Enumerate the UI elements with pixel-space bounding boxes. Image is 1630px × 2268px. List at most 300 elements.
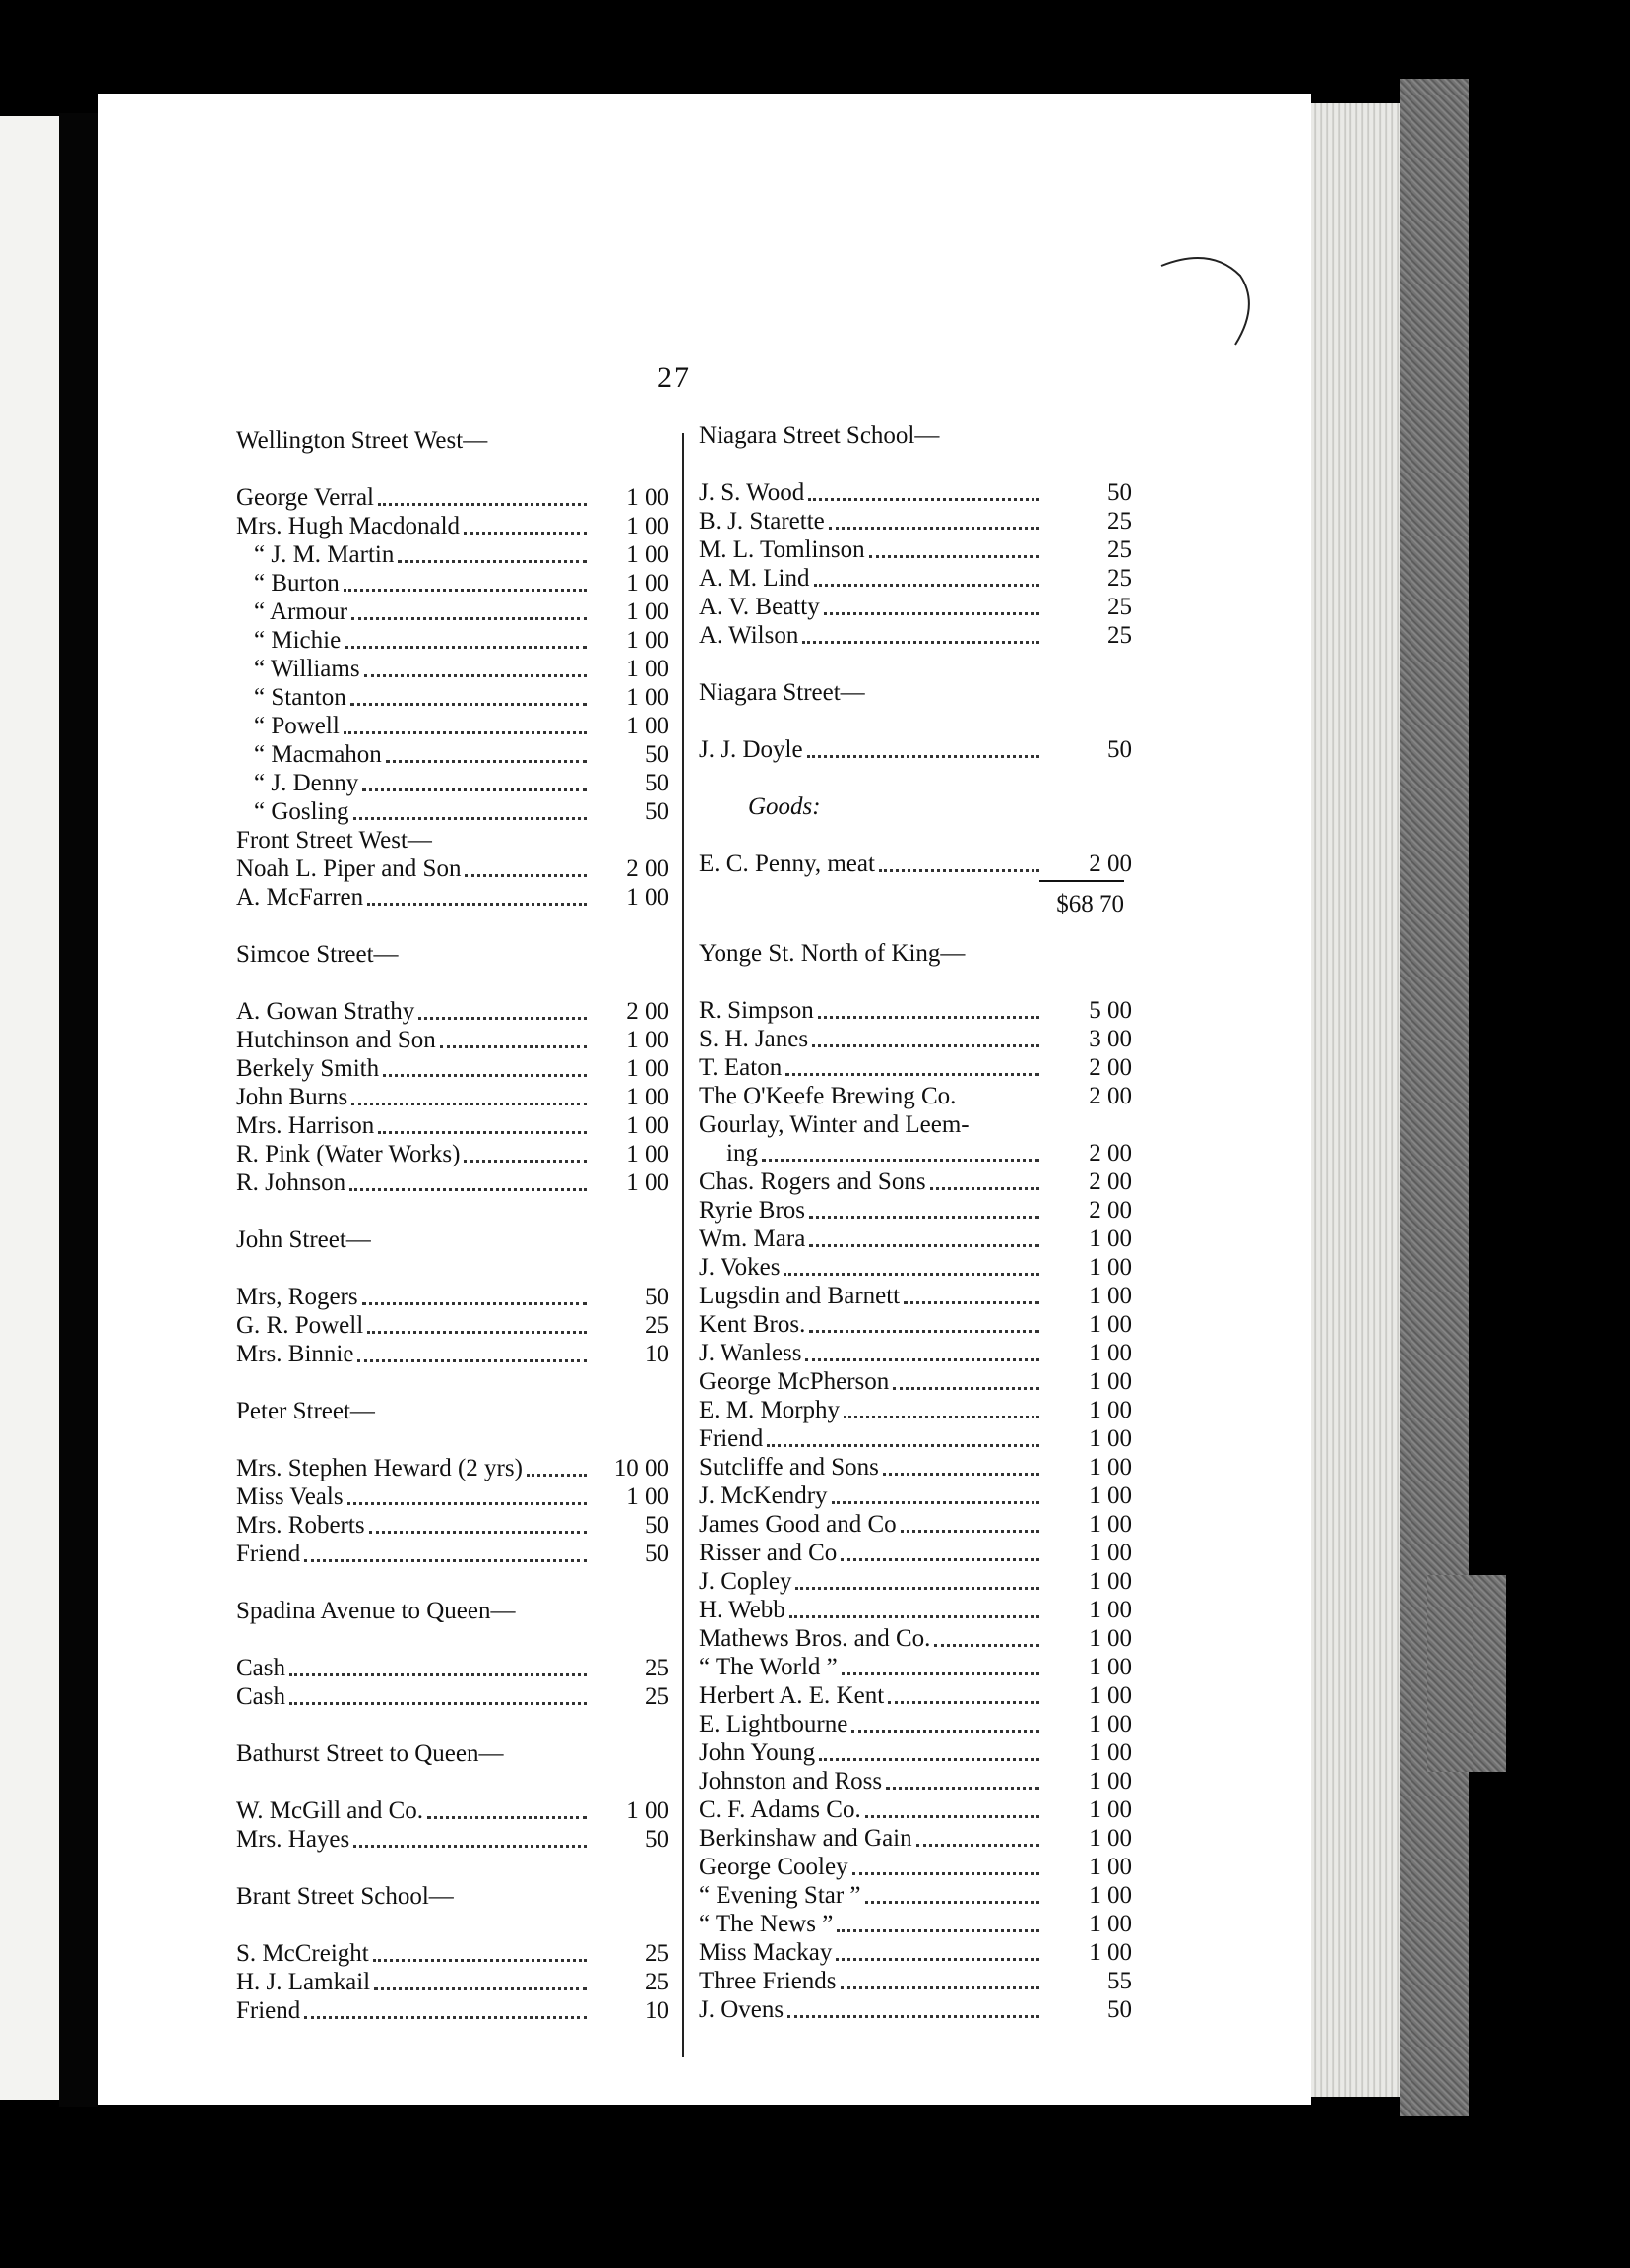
section-heading: Gourlay, Winter and Leem- (699, 1111, 970, 1138)
donor-name: A. V. Beatty (699, 594, 820, 620)
donation-amount: 10 (645, 1341, 669, 1367)
donor-name: Noah L. Piper and Son (236, 855, 462, 882)
donation-amount: 50 (645, 1826, 669, 1853)
section-heading: John Street— (236, 1227, 371, 1253)
donation-amount: 1 00 (1089, 1911, 1132, 1937)
donor-name: J. J. Doyle (699, 736, 803, 763)
donor-name: S. H. Janes (699, 1026, 809, 1052)
donor-entry (236, 598, 669, 626)
leader-dots (374, 1987, 587, 1990)
donation-amount: 1 00 (1089, 1425, 1132, 1452)
leader-dots (809, 1330, 1039, 1333)
leader-dots (347, 1502, 587, 1505)
donor-name: “ Evening Star ” (699, 1882, 861, 1909)
donor-name: Mrs. Roberts (236, 1512, 365, 1539)
donor-name: E. M. Morphy (699, 1397, 841, 1423)
donor-entry (236, 740, 669, 769)
donor-name: “ J. M. Martin (254, 541, 395, 568)
donor-entry (236, 1796, 669, 1825)
donation-amount: 1 00 (1089, 1311, 1132, 1338)
donor-entry (699, 1167, 1132, 1196)
donor-name: J. McKendry (699, 1482, 828, 1509)
previous-page-edge (0, 116, 59, 2100)
donor-name: John Young (699, 1739, 816, 1766)
spacer (236, 1368, 669, 1397)
donor-entry (236, 1054, 669, 1083)
leader-dots (916, 1844, 1039, 1847)
donor-name: T. Eaton (699, 1054, 783, 1081)
donation-amount: 2 00 (1089, 1083, 1132, 1109)
donation-amount: 1 00 (626, 541, 669, 568)
leader-dots (814, 584, 1040, 587)
page-number: 27 (658, 361, 691, 394)
donor-entry (236, 1026, 669, 1054)
total-block (699, 878, 1132, 925)
leader-dots (879, 869, 1039, 872)
donor-name: Miss Veals (236, 1483, 344, 1510)
donor-name: James Good and Co (699, 1511, 897, 1538)
leader-dots (812, 1044, 1039, 1047)
right-column-list (699, 421, 1132, 2024)
donation-amount: 1 00 (1089, 1654, 1132, 1680)
donation-amount: 10 00 (613, 1455, 669, 1481)
section-heading: Niagara Street School— (699, 422, 940, 449)
donor-entry (699, 1796, 1132, 1824)
leader-dots (367, 1331, 587, 1334)
donor-name: J. Copley (699, 1568, 792, 1595)
leader-dots (809, 1244, 1039, 1247)
leader-dots (805, 1358, 1039, 1361)
donor-entry (699, 1567, 1132, 1596)
donor-entry (699, 1510, 1132, 1539)
donor-entry (699, 1596, 1132, 1624)
donation-amount: 50 (1107, 1996, 1132, 2023)
donation-amount: 2 00 (1089, 1054, 1132, 1081)
donor-entry (236, 1111, 669, 1140)
donor-entry (699, 1767, 1132, 1796)
leader-dots (930, 1187, 1039, 1190)
donor-name: “ The World ” (699, 1654, 838, 1680)
donation-amount: 1 00 (1089, 1340, 1132, 1366)
donation-amount: 1 00 (1089, 1454, 1132, 1480)
leader-dots (351, 1102, 587, 1105)
section-heading: Niagara Street— (699, 679, 865, 706)
donation-amount: 2 00 (1089, 850, 1132, 877)
spacer (236, 1568, 669, 1597)
section-heading: Brant Street School— (236, 1883, 454, 1910)
donor-entry (236, 1682, 669, 1711)
leader-dots (362, 788, 587, 791)
donor-entry (236, 1168, 669, 1197)
leader-dots (464, 1160, 587, 1163)
leader-dots (762, 1159, 1039, 1162)
spacer (236, 912, 669, 940)
donor-entry (699, 1253, 1132, 1282)
donor-entry (236, 483, 669, 512)
leader-dots (427, 1816, 587, 1819)
leader-dots (344, 731, 587, 734)
donor-entry (236, 1968, 669, 1996)
donor-entry (236, 1511, 669, 1540)
leader-dots (345, 646, 587, 649)
donation-amount: 10 (645, 1997, 669, 2024)
leader-dots (289, 1673, 587, 1676)
section-heading: Peter Street— (236, 1398, 375, 1424)
donation-amount: 5 00 (1089, 997, 1132, 1024)
book-cover-corner (1427, 1575, 1506, 1772)
donation-amount: 1 00 (626, 1084, 669, 1110)
donor-entry (699, 507, 1132, 536)
donation-amount: 1 00 (1089, 1739, 1132, 1766)
book-cover-edge (1400, 79, 1469, 2116)
spacer (699, 450, 1132, 478)
donor-name: ing (726, 1140, 758, 1166)
donor-name: The O'Keefe Brewing Co. (699, 1083, 957, 1109)
donor-name: George McPherson (699, 1368, 890, 1395)
donor-name: R. Pink (Water Works) (236, 1141, 461, 1167)
donor-entry (236, 1825, 669, 1854)
goods-subheading: Goods: (748, 793, 821, 820)
book-gutter (59, 113, 98, 2107)
donation-amount: 1 00 (1089, 1625, 1132, 1652)
donor-entry (236, 769, 669, 797)
donation-amount: 1 00 (1089, 1682, 1132, 1709)
spacer (699, 821, 1132, 850)
donor-name: “ Williams (254, 656, 360, 682)
column-divider (682, 433, 684, 2057)
donor-name: Miss Mackay (699, 1939, 833, 1966)
donation-amount: 1 00 (626, 627, 669, 654)
leader-dots (386, 760, 587, 763)
donor-entry (699, 850, 1132, 878)
donor-entry (699, 735, 1132, 764)
leader-dots (767, 1444, 1039, 1447)
spacer (236, 1911, 669, 1939)
spacer (236, 455, 669, 483)
donation-amount: 1 00 (626, 1027, 669, 1053)
donor-name: J. Wanless (699, 1340, 802, 1366)
donation-amount: 1 00 (1089, 1540, 1132, 1566)
section-heading: Spadina Avenue to Queen— (236, 1598, 516, 1624)
donation-amount: 3 00 (1089, 1026, 1132, 1052)
donor-entry (699, 564, 1132, 593)
donation-amount: 1 00 (626, 1141, 669, 1167)
donation-amount: 1 00 (1089, 1597, 1132, 1623)
spacer (699, 707, 1132, 735)
donor-entry (236, 1311, 669, 1340)
donation-amount: 2 00 (626, 998, 669, 1025)
spacer (236, 969, 669, 997)
donation-amount: 1 00 (1089, 1854, 1132, 1880)
donor-entry (236, 1996, 669, 2025)
spacer (236, 1768, 669, 1796)
donor-name: W. McGill and Co. (236, 1797, 424, 1824)
donor-name: C. F. Adams Co. (699, 1796, 861, 1823)
donor-entry (236, 1454, 669, 1482)
donor-entry (699, 1995, 1132, 2024)
donor-entry (699, 593, 1132, 621)
pencil-mark-decoration (1152, 246, 1289, 364)
donor-entry (699, 1339, 1132, 1367)
donor-name: “ Macmahon (254, 741, 382, 768)
donor-entry (699, 478, 1132, 507)
donation-amount: 25 (645, 1312, 669, 1339)
leader-dots (852, 1872, 1039, 1875)
section-heading: Simcoe Street— (236, 941, 399, 968)
donor-name: George Verral (236, 484, 374, 511)
leader-dots (904, 1301, 1039, 1304)
donation-amount: 25 (645, 1655, 669, 1681)
donor-entry (699, 1025, 1132, 1053)
leader-dots (344, 589, 587, 592)
donor-entry (236, 1939, 669, 1968)
donation-amount: 1 00 (626, 1797, 669, 1824)
leader-dots (527, 1474, 587, 1477)
donation-amount: 1 00 (1089, 1568, 1132, 1595)
leader-dots (802, 641, 1039, 644)
donation-amount: 50 (645, 741, 669, 768)
leader-dots (304, 1559, 587, 1562)
donor-name: Friend (699, 1425, 764, 1452)
leader-dots (851, 1730, 1039, 1732)
donor-name: Johnston and Ross (699, 1768, 883, 1795)
leader-dots (464, 532, 587, 535)
donor-name: Hutchinson and Son (236, 1027, 436, 1053)
donor-name: Mathews Bros. and Co. (699, 1625, 931, 1652)
leader-dots (353, 817, 587, 820)
donor-entry (236, 797, 669, 826)
leader-dots (819, 1758, 1039, 1761)
donor-name: A. Gowan Strathy (236, 998, 415, 1025)
donor-entry (699, 1196, 1132, 1225)
leader-dots (865, 1815, 1039, 1818)
donation-amount: 1 00 (1089, 1482, 1132, 1509)
left-column-list (236, 426, 669, 2025)
donation-amount: 2 00 (1089, 1197, 1132, 1224)
donation-amount: 1 00 (626, 1055, 669, 1082)
donor-name: Friend (236, 1541, 301, 1567)
leader-dots (842, 1672, 1039, 1675)
leader-dots (418, 1017, 587, 1020)
leader-dots (841, 1558, 1039, 1561)
donation-amount: 2 00 (1089, 1168, 1132, 1195)
donation-amount: 1 00 (626, 656, 669, 682)
leader-dots (364, 674, 587, 677)
donor-name: George Cooley (699, 1854, 848, 1880)
donor-name: Mrs. Hugh Macdonald (236, 513, 461, 539)
leader-dots (883, 1473, 1039, 1476)
donor-name: Cash (236, 1683, 285, 1710)
donation-amount: 25 (1107, 565, 1132, 592)
donor-entry (699, 1082, 1132, 1110)
leader-dots (824, 612, 1039, 615)
donor-entry (699, 1681, 1132, 1710)
leader-dots (901, 1530, 1039, 1533)
total-amount: $68 70 (1056, 891, 1124, 917)
donation-amount: 1 00 (1089, 1939, 1132, 1966)
leader-dots (888, 1701, 1039, 1704)
donor-entry (699, 1367, 1132, 1396)
donation-amount: 50 (645, 1512, 669, 1539)
leader-dots (367, 903, 587, 906)
donation-amount: 1 00 (626, 484, 669, 511)
section-heading: Bathurst Street to Queen— (236, 1740, 504, 1767)
donor-entry (699, 1738, 1132, 1767)
leader-dots (784, 1273, 1039, 1276)
donation-amount: 25 (645, 1683, 669, 1710)
leader-dots (795, 1587, 1039, 1590)
page-block-edge (1311, 103, 1400, 2097)
donor-name: Sutcliffe and Sons (699, 1454, 879, 1480)
spacer (236, 1254, 669, 1283)
donor-name: Mrs, Rogers (236, 1284, 358, 1310)
leader-dots (836, 1958, 1039, 1961)
donor-entry (236, 1540, 669, 1568)
spacer (236, 1197, 669, 1226)
donor-entry (699, 536, 1132, 564)
leader-dots (440, 1045, 587, 1048)
spacer (236, 1425, 669, 1454)
leader-dots (383, 1074, 587, 1077)
donation-amount: 2 00 (626, 855, 669, 882)
donor-entry (699, 1824, 1132, 1853)
spacer (699, 650, 1132, 678)
leader-dots (809, 1216, 1039, 1219)
leader-dots (893, 1387, 1039, 1390)
donor-name: Lugsdin and Barnett (699, 1283, 901, 1309)
leader-dots (378, 1131, 587, 1134)
donor-entry (699, 621, 1132, 650)
donor-name: Three Friends (699, 1968, 837, 1994)
donation-amount: 1 00 (626, 713, 669, 739)
donation-amount: 25 (1107, 536, 1132, 563)
donor-name: Mrs. Harrison (236, 1112, 375, 1139)
leader-dots (465, 874, 587, 877)
leader-dots (353, 1845, 587, 1848)
donor-entry (699, 1910, 1132, 1938)
leader-dots (350, 703, 587, 706)
donation-amount: 50 (645, 1284, 669, 1310)
donor-entry (699, 1710, 1132, 1738)
donor-entry (236, 655, 669, 683)
donation-amount: 1 00 (626, 570, 669, 597)
donation-amount: 1 00 (626, 884, 669, 911)
donor-name: “ Armour (254, 598, 348, 625)
donor-entry (236, 1283, 669, 1311)
donor-entry (236, 626, 669, 655)
donor-entry (236, 883, 669, 912)
leader-dots (841, 1986, 1039, 1989)
donor-name: Mrs. Stephen Heward (2 yrs) (236, 1455, 523, 1481)
leader-dots (844, 1416, 1039, 1418)
donor-entry (699, 996, 1132, 1025)
donor-name: Mrs. Hayes (236, 1826, 350, 1853)
section-heading: Front Street West— (236, 827, 432, 853)
donor-name: Chas. Rogers and Sons (699, 1168, 926, 1195)
donor-entry (699, 1967, 1132, 1995)
donor-entry (236, 854, 669, 883)
donation-amount: 1 00 (1089, 1511, 1132, 1538)
donor-entry (236, 1140, 669, 1168)
donor-entry (699, 1881, 1132, 1910)
donor-entry (236, 1083, 669, 1111)
donor-name: Wm. Mara (699, 1226, 806, 1252)
donor-entry (699, 1053, 1132, 1082)
donation-amount: 1 00 (626, 1483, 669, 1510)
leader-dots (351, 617, 587, 620)
donor-entry (699, 1139, 1132, 1167)
donation-amount: 25 (1107, 594, 1132, 620)
donation-amount: 1 00 (1089, 1882, 1132, 1909)
donor-entry (699, 1624, 1132, 1653)
spacer (699, 764, 1132, 792)
donor-entry (699, 1481, 1132, 1510)
donor-entry (699, 1453, 1132, 1481)
donor-name: Kent Bros. (699, 1311, 806, 1338)
donation-amount: 1 00 (1089, 1768, 1132, 1795)
leader-dots (369, 1531, 587, 1534)
donation-amount: 25 (645, 1969, 669, 1995)
donor-name: R. Johnson (236, 1169, 346, 1196)
leader-dots (378, 503, 587, 506)
donation-amount: 50 (1107, 736, 1132, 763)
spacer (236, 1625, 669, 1654)
donor-name: Berkinshaw and Gain (699, 1825, 912, 1852)
donor-name: “ Gosling (254, 798, 349, 825)
spacer (236, 1854, 669, 1882)
leader-dots (829, 527, 1039, 530)
donation-amount: 1 00 (1089, 1825, 1132, 1852)
leader-dots (289, 1702, 587, 1705)
donor-entry (236, 569, 669, 598)
donor-name: A. McFarren (236, 884, 364, 911)
leader-dots (960, 1102, 1039, 1104)
donor-name: “ Stanton (254, 684, 346, 711)
donor-name: H. Webb (699, 1597, 785, 1623)
donor-name: E. Lightbourne (699, 1711, 848, 1737)
donor-name: S. McCreight (236, 1940, 369, 1967)
leader-dots (934, 1644, 1039, 1647)
donor-entry (699, 1396, 1132, 1424)
donor-name: “ Michie (254, 627, 342, 654)
donor-name: “ Burton (254, 570, 340, 597)
donor-entry (699, 1225, 1132, 1253)
leader-dots (787, 2015, 1039, 2018)
donation-amount: 1 00 (1089, 1254, 1132, 1281)
leader-dots (785, 1073, 1039, 1076)
donor-entry (699, 1853, 1132, 1881)
donation-amount: 1 00 (1089, 1796, 1132, 1823)
leader-dots (808, 498, 1039, 501)
donor-name: A. Wilson (699, 622, 799, 649)
donor-entry (699, 1653, 1132, 1681)
donor-entry (236, 683, 669, 712)
donation-amount: 1 00 (626, 684, 669, 711)
donor-name: Cash (236, 1655, 285, 1681)
donor-name: Risser and Co (699, 1540, 838, 1566)
donation-amount: 25 (1107, 508, 1132, 535)
leader-dots (807, 755, 1039, 758)
donor-entry (236, 1654, 669, 1682)
donation-amount: 1 00 (1089, 1226, 1132, 1252)
donor-name: H. J. Lamkail (236, 1969, 371, 1995)
donor-name: A. M. Lind (699, 565, 810, 592)
donor-name: M. L. Tomlinson (699, 536, 865, 563)
total-rule (1039, 880, 1124, 882)
donor-entry (236, 540, 669, 569)
donation-amount: 1 00 (626, 513, 669, 539)
donor-entry (699, 1424, 1132, 1453)
